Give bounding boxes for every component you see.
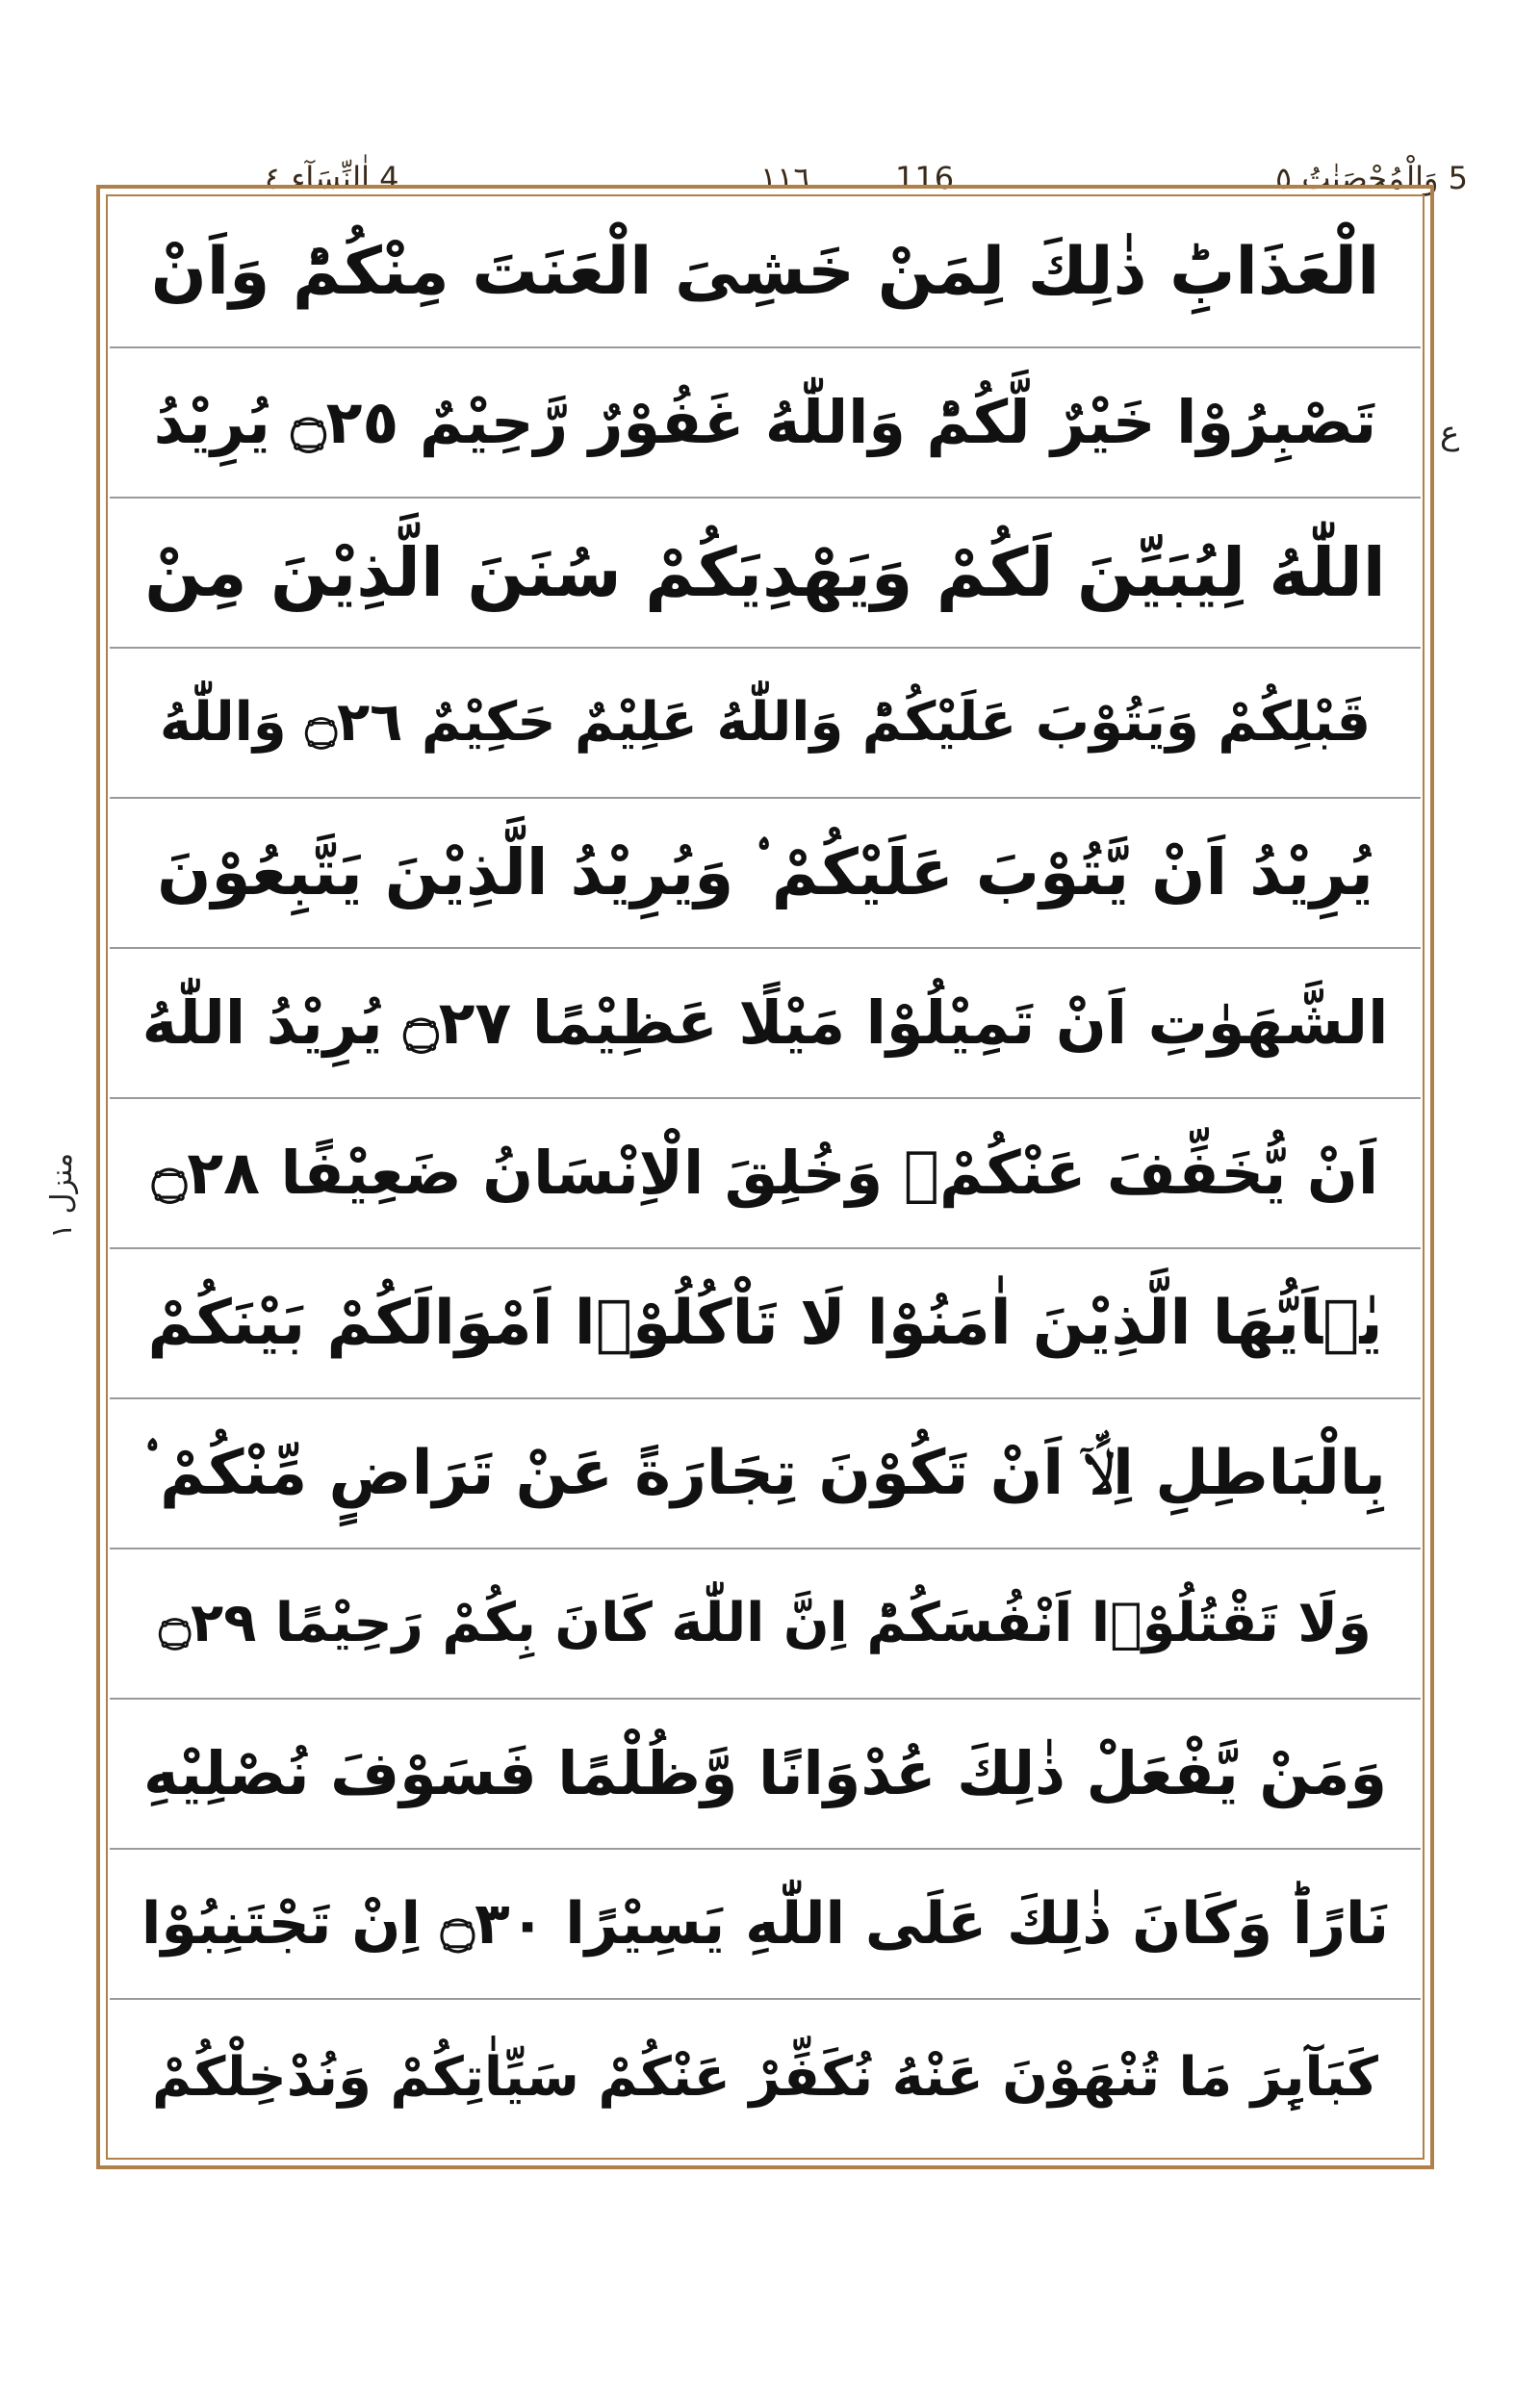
text-line bbox=[110, 949, 1421, 1099]
line-text: الْعَذَابِؕ ذٰلِكَ لِمَنْ خَشِیَ الْعَنَتَ مِنْكُمْؕ وَاَنْ bbox=[150, 234, 1380, 310]
text-line bbox=[110, 649, 1421, 799]
quran-text-lines bbox=[110, 198, 1421, 2156]
line-text: كَبَآىِٕرَ مَا تُنْهَوْنَ عَنْهُ نُكَفِّرْ عَنْكُمْ سَيِّاٰتِكُمْ وَنُدْخِلْكُمْ bbox=[152, 2046, 1378, 2109]
text-line bbox=[110, 1549, 1421, 1700]
line-text: يٰۤاَيُّهَا الَّذِيْنَ اٰمَنُوْا لَا تَاْكُلُوْۤا اَمْوَالَكُمْ بَيْنَكُمْ bbox=[147, 1288, 1383, 1359]
line-text: تَصْبِرُوْا خَيْرٌ لَّكُمْؕ وَاللّٰهُ غَفُوْرٌ رَّحِيْمٌ ۝٢٥ يُرِيْدُ bbox=[153, 387, 1377, 457]
line-text: نَارًاؕ وَكَانَ ذٰلِكَ عَلَى اللّٰهِ يَسِيْرًا ۝٣٠ اِنْ تَجْتَنِبُوْا bbox=[141, 1890, 1390, 1958]
text-line bbox=[110, 1850, 1421, 2000]
manzil-marker: منزل ١ bbox=[45, 1152, 80, 1240]
line-text: قَبْلِكُمْ وَيَتُوْبَ عَلَيْكُمْؕ وَاللّٰهُ عَلِيْمٌ حَكِيْمٌ ۝٢٦ وَاللّٰهُ bbox=[159, 691, 1372, 754]
line-text: اَنْ يُّخَفِّفَ عَنْكُمْۚ وَخُلِقَ الْاِنْسَانُ ضَعِيْفًا ۝٢٨ bbox=[151, 1138, 1379, 1208]
text-line bbox=[110, 348, 1421, 499]
line-text: الشَّهَوٰتِ اَنْ تَمِيْلُوْا مَيْلًا عَظِيْمًا ۝٢٧ يُرِيْدُ اللّٰهُ bbox=[141, 987, 1389, 1058]
text-line bbox=[110, 1249, 1421, 1399]
line-text: وَمَنْ يَّفْعَلْ ذٰلِكَ عُدْوَانًا وَّظُلْمًا فَسَوْفَ نُصْلِيْهِ bbox=[142, 1738, 1388, 1808]
line-text: بِالْبَاطِلِ اِلَّاۤ اَنْ تَكُوْنَ تِجَارَةً عَنْ تَرَاضٍ مِّنْكُمْ ۟ bbox=[144, 1438, 1386, 1509]
ruku-marker: ع bbox=[1440, 414, 1460, 452]
text-line bbox=[110, 499, 1421, 649]
header-page-number: 116 bbox=[895, 160, 955, 196]
text-line bbox=[110, 2000, 1421, 2156]
header-para-name: 5 وَالْمُحْصَنٰتُ ٥ bbox=[1275, 160, 1468, 196]
text-line bbox=[110, 198, 1421, 348]
line-text: يُرِيْدُ اَنْ يَّتُوْبَ عَلَيْكُمْ ۟ وَيُرِيْدُ الَّذِيْنَ يَتَّبِعُوْنَ bbox=[157, 835, 1373, 909]
line-text: اللّٰهُ لِيُبَيِّنَ لَكُمْ وَيَهْدِيَكُمْ سُنَنَ الَّذِيْنَ مِنْ bbox=[144, 533, 1386, 612]
text-line bbox=[110, 799, 1421, 949]
header-page-number-arabic: ١١٦ bbox=[760, 160, 810, 196]
text-line bbox=[110, 1099, 1421, 1249]
header-surah-name: 4 اٰلنِّسَآء ٤ bbox=[265, 160, 399, 196]
text-line bbox=[110, 1399, 1421, 1549]
line-text: وَلَا تَقْتُلُوْۤا اَنْفُسَكُمْؕ اِنَّ اللّٰهَ كَانَ بِكُمْ رَحِيْمًا ۝٢٩ bbox=[159, 1592, 1372, 1654]
text-line bbox=[110, 1700, 1421, 1850]
